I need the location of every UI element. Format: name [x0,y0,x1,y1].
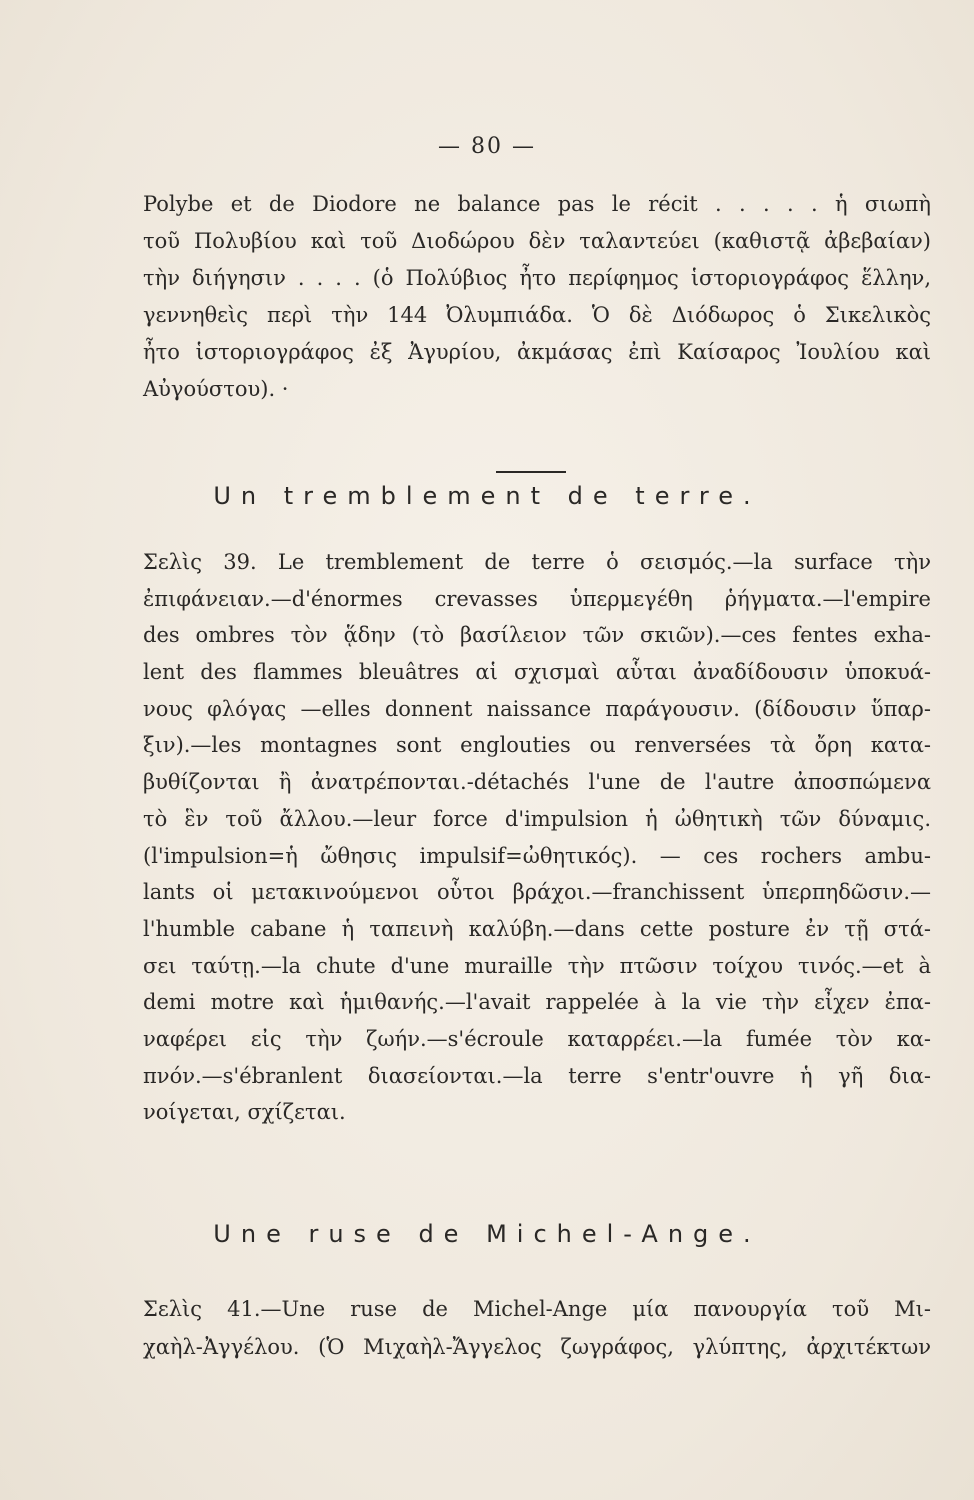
text-line: γεννηθεὶς περὶ τὴν 144 Ὀλυμπιάδα. Ὁ δὲ Διόδωρος ὁ Σικελικὸς [143,303,931,327]
text-line: lants οἱ μετακινούμενοι οὗτοι βράχοι.—franchissent ὑπερπηδῶσιν.— [143,880,931,905]
text-line: Αὐγούστου). · [143,377,289,401]
page-number: — 80 — [438,134,536,159]
text-line: lent des flammes bleuâtres αἱ σχισμαὶ αὗται ἀναδίδουσιν ὑποκυά- [143,660,931,685]
section-paragraph [143,1290,931,1366]
text-line: ἦτο ἱστοριογράφος ἐξ Ἀγυρίου, ἀκμάσας ἐπὶ Καίσαρος Ἰουλίου καὶ [143,340,931,364]
text-line: ξιν).—les montagnes sont englouties ou renversées τὰ ὄρη κατα- [143,733,931,758]
text-line: νοίγεται, σχίζεται. [143,1100,346,1125]
intro-paragraph [143,186,931,408]
text-line: νους φλόγας —elles donnent naissance παράγουσιν. (δίδουσιν ὕπαρ- [143,696,931,721]
text-line: Σελὶς 41.—Une ruse de Michel-Ange μία πανουργία τοῦ Μι- [143,1297,931,1321]
text-line: πνόν.—s'ébranlent διασείονται.—la terre s'entr'ouvre ἡ γῆ δια- [143,1063,931,1088]
text-line: σει ταύτῃ.—la chute d'une muraille τὴν πτῶσιν τοίχου τινός.—et à [143,953,931,978]
text-line: τοῦ Πολυβίου καὶ τοῦ Διοδώρου δὲν ταλαντεύει (καθιστᾷ ἀβεβαίαν) [143,229,931,253]
text-line: des ombres τὸν ᾅδην (τὸ βασίλειον τῶν σκιῶν).—ces fentes exha- [143,623,931,648]
text-line: βυθίζονται ἢ ἀνατρέπονται.-détachés l'une de l'autre ἀποσπώμενα [143,770,931,795]
text-line: χαὴλ-Ἀγγέλου. (Ὁ Μιχαὴλ-Ἄγγελος ζωγράφος, γλύπτης, ἀρχιτέκτων [143,1335,931,1359]
text-line: Polybe et de Diodore ne balance pas le récit . . . . . ἡ σιωπὴ [143,192,931,216]
text-line: Σελὶς 39. Le tremblement de terre ὁ σεισμός.—la surface τὴν [143,550,931,574]
section-heading: Un tremblement de terre. [213,482,761,510]
text-line: ναφέρει εἰς τὴν ζωήν.—s'écroule καταρρέει.—la fumée τὸν κα- [143,1026,931,1051]
text-line: ἐπιφάνειαν.—d'énormes crevasses ὑπερμεγέθη ῥήγματα.—l'empire [143,586,931,611]
text-line: demi motre καὶ ἡμιθανής.—l'avait rappelée à la vie τὴν εἶχεν ἐπα- [143,990,931,1015]
text-line: (l'impulsion=ἡ ὤθησις impulsif=ὠθητικός). — ces rochers ambu- [143,843,931,868]
section-paragraph [143,544,931,1131]
section-divider [496,471,566,473]
text-line: τὴν διήγησιν . . . . (ὁ Πολύβιος ἦτο περίφημος ἱστοριογράφος ἕλλην, [143,266,931,290]
section-heading: Une ruse de Michel-Ange. [213,1220,761,1248]
text-line: τὸ ἓν τοῦ ἄλλου.—leur force d'impulsion ἡ ὠθητικὴ τῶν δύναμις. [143,806,931,831]
text-line: l'humble cabane ἡ ταπεινὴ καλύβη.—dans cette posture ἐν τῇ στά- [143,916,931,941]
